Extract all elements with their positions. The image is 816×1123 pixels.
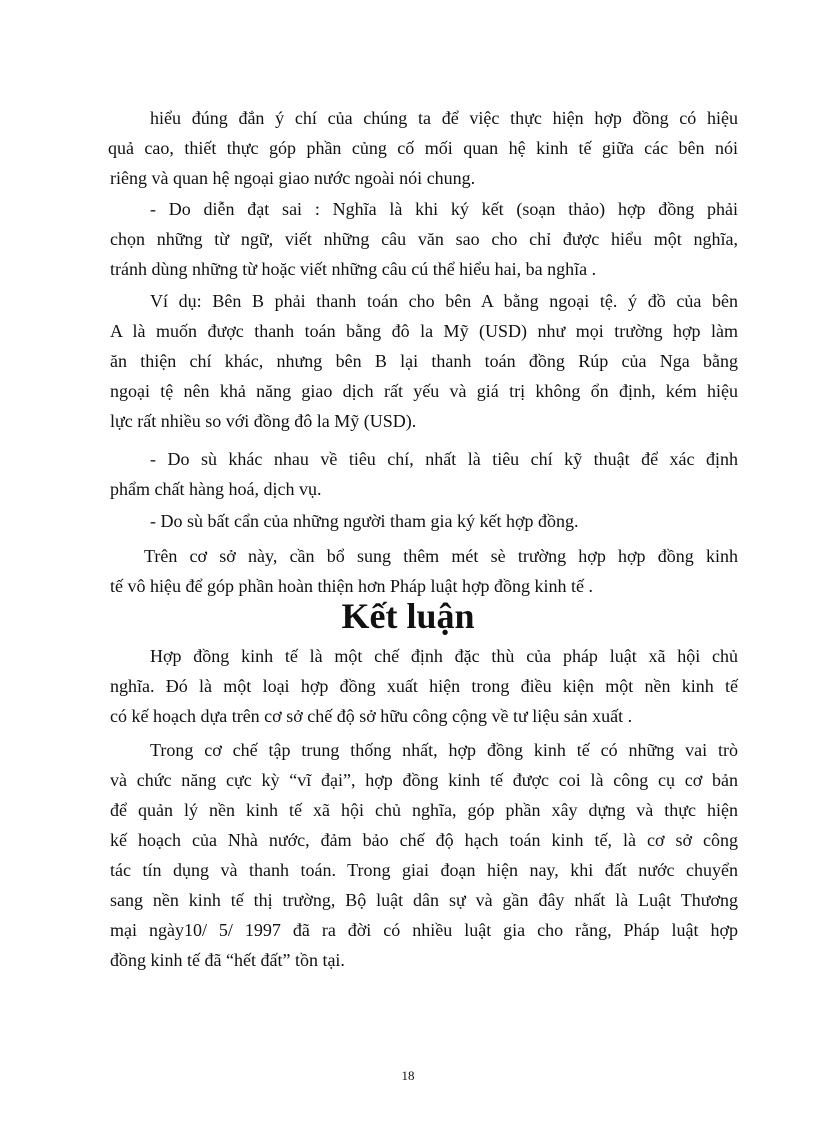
page-number: 18 <box>401 1068 415 1083</box>
paragraph-line: có kế hoạch dựa trên cơ sở chế độ sở hữu công cộng về tư liệu sản xuất . <box>110 706 633 726</box>
paragraph-line: - Do sù khác nhau về tiêu chí, nhất là tiêu chí kỹ thuật để xác định <box>150 449 738 469</box>
paragraph-line: A là muốn được thanh toán bằng đô la Mỹ (USD) như mọi trường hợp làm <box>110 321 738 341</box>
paragraph-line: Trên cơ sở này, cần bổ sung thêm mét sè trường hợp hợp đồng kinh <box>144 546 738 566</box>
paragraph-line: Hợp đồng kinh tế là một chế định đặc thù của pháp luật xã hội chủ <box>150 646 738 666</box>
paragraph-line: để quản lý nền kinh tế xã hội chủ nghĩa, góp phần xây dựng và thực hiện <box>110 800 738 820</box>
paragraph-line: và chức năng cực kỳ “vĩ đại”, hợp đồng kinh tế được coi là công cụ cơ bản <box>110 770 738 790</box>
paragraph-2 <box>110 194 738 284</box>
paragraph-line: kế hoạch của Nhà nước, đảm bảo chế độ hạch toán kinh tế, là cơ sở công <box>110 830 738 850</box>
paragraph-line: tác tín dụng và thanh toán. Trong giai đoạn hiện nay, khi đất nước chuyển <box>110 860 738 880</box>
paragraph-line: đồng kinh tế đã “hết đất” tồn tại. <box>110 950 345 970</box>
paragraph-3 <box>110 286 738 436</box>
paragraph-line: Ví dụ: Bên B phải thanh toán cho bên A bằng ngoại tệ. ý đồ của bên <box>150 291 738 311</box>
paragraph-line: ăn thiện chí khác, nhưng bên B lại thanh toán đồng Rúp của Nga bằng <box>110 351 738 371</box>
paragraph-line: - Do diễn đạt sai : Nghĩa là khi ký kết (soạn thảo) hợp đồng phải <box>150 199 738 219</box>
paragraph-line: sang nền kinh tế thị trường, Bộ luật dân sự và gần đây nhất là Luật Thương <box>110 890 738 910</box>
paragraph-line: lực rất nhiều so với đồng đô la Mỹ (USD). <box>110 411 417 431</box>
paragraph-line: mại ngày10/ 5/ 1997 đã ra đời có nhiều luật gia cho rằng, Pháp luật hợp <box>110 920 738 940</box>
paragraph-1 <box>110 103 738 193</box>
section-heading: Kết luận <box>341 596 475 636</box>
paragraph-4 <box>110 444 738 504</box>
paragraph-line: tránh dùng những từ hoặc viết những câu cú thể hiểu hai, ba nghĩa . <box>110 259 597 279</box>
paragraph-line: phẩm chất hàng hoá, dịch vụ. <box>110 479 322 499</box>
paragraph-line: nghĩa. Đó là một loại hợp đồng xuất hiện trong điều kiện một nền kinh tế <box>110 676 738 696</box>
paragraph-line: - Do sù bất cẩn của những người tham gia ký kết hợp đồng. <box>150 511 579 531</box>
paragraph-8 <box>110 735 738 975</box>
paragraph-line: ngoại tệ nên khả năng giao dịch rất yếu và giá trị không ổn định, kém hiệu <box>110 381 738 401</box>
paragraph-line: Trong cơ chế tập trung thống nhất, hợp đồng kinh tế có những vai trò <box>150 740 738 760</box>
paragraph-line: quả cao, thiết thực góp phần củng cố mối quan hệ kinh tế giữa các bên nói <box>108 138 738 158</box>
paragraph-7 <box>110 641 738 731</box>
paragraph-line: chọn những từ ngữ, viết những câu văn sao cho chỉ được hiểu một nghĩa, <box>110 229 738 249</box>
paragraph-line: hiểu đúng đắn ý chí của chúng ta để việc thực hiện hợp đồng có hiệu <box>150 108 738 128</box>
paragraph-line: riêng và quan hệ ngoại giao nước ngoài nói chung. <box>110 168 476 188</box>
paragraph-line: tế vô hiệu để góp phần hoàn thiện hơn Pháp luật hợp đồng kinh tế . <box>110 576 593 596</box>
paragraph-5 <box>110 506 738 536</box>
